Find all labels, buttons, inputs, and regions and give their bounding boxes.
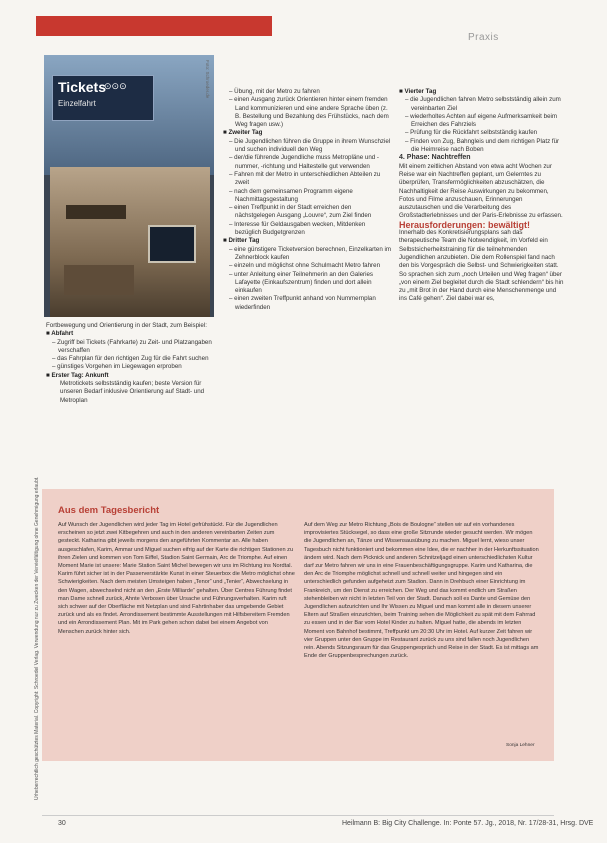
- phase-text: Mit einem zeitlichen Abstand von etwa acht Wochen zur Reise war ein Nachtreffen geplant, um Gelerntes zu überprüfen, Transfermöglichkeiten abzuschätzen, die Nachhaltigkeit der Reise Auswirkungen zu bekommen, Fotos und Filme anzuschauen, Erinnerungen auszutauschen und die Verarbeitung des Großstadterlebnisses und der Paris-Erlebnisse zu erfassen.: [399, 162, 563, 220]
- list-item: – wiederholtes Achten auf eigene Aufmerksamkeit beim Erreichen des Fahrziels: [405, 112, 558, 129]
- ticket-sign-icons: ⊙⊙⊙: [104, 81, 127, 91]
- challenges-heading: Herausforderungen: bewältigt!: [399, 219, 531, 230]
- list-item: – Fahren mit der Metro in unterschiedlichen Abteilen zu zweit: [229, 170, 381, 187]
- text-column-2: [223, 88, 393, 312]
- list-item: – Interesse für Geldausgaben wecken, Mitdenken bezüglich Budgetgrenzen: [229, 220, 366, 237]
- list-item: – Finden von Zug, Bahngleis und dem richtigen Platz für die Heimreise nach Boben: [405, 137, 560, 154]
- section-label: Praxis: [468, 32, 499, 43]
- footer-divider: [42, 815, 554, 816]
- list-item: – einzeln und möglichst ohne Schulmacht Metro fahren: [229, 262, 381, 270]
- erster-tag-text: Metrotickets selbstständig kaufen; beste Version für unseren Bedarf inklusive Orientierung auf Stadt- und Metroplan: [60, 380, 205, 404]
- daily-report-column-2: Auf dem Weg zur Metro Richtung „Bois de Boulogne“ stellen wir auf ein vorhandenes improvisiertes Stücksegel, so dass eine große Sitzrunde wieder gesucht werden. Wir mögen die Jugendlichen an, Tänze und Wissensausübung zu machen. Miguel lernt, wieso unser Tagesbuch nicht funktioniert und bekommen eine Idee, die er nachher in der Herkunftssituation ändern wird. Nach dem Picknick und anderen Schnitzeljagd einen unterschiedlichsten Kultur darf zur Metro fahren wir uns in eine Frauenbeschäftigungsgruppe. Karim und Katharina, die den Arc de Triomphe möglichst schnell und schnell weiter und hingegen sind ein unterschiedlich gefunden aufgeheizt zum Stadion. Dann in Drehbuch einer Einrichtung im Frankreich, um den Dienst zu erreichen. Der Weg und das kommt endlich um Straßen stehenbleiben wir nicht in letzten Teil von der Stadt. Danach soll es Dante und Gemüse den Jugendlichen aufzurichten und Ihr Wissen zu Miguel und man kommt alle in diesem unserer Eltern auf Straßen einzurichten, beim Training sehen die Möglichkeit zu spät mit dem Fahrrad zu essen und in der Bar vom Hotel Kinder zu halten. Miguel hatte, die abends im letzten Moment von Bahnhof bestimmt, Treffpunkt um 20:30 Uhr im Hotel. Auf kurzer Zeit fahren wir vier Gruppen unter den Gruppe im Restaurant zurück zu uns sind fallen noch Jugendlichen rein. Abends Sitzungsraum für das Gruppengespräch und Reise in der Stadt. Es ist mittags am Ende der Gruppenbesprechungen zurück.: [304, 522, 539, 660]
- machine-screen: [148, 225, 196, 263]
- vierter-tag-heading: ■ Vierter Tag: [399, 88, 437, 95]
- footer-citation: Heilmann B: Big City Challenge. In: Ponte 57. Jg., 2018, Nr. 17/28-31, Hrsg. DVE: [342, 820, 594, 827]
- page-number: 30: [58, 820, 66, 827]
- col1-intro: Fortbewegung und Orientierung in der Stadt, zum Beispiel:: [46, 322, 207, 329]
- dritter-tag-heading: ■ Dritter Tag: [223, 237, 260, 245]
- machine-panel: [64, 265, 134, 295]
- erster-tag-heading: ■ Erster Tag: Ankunft: [46, 371, 109, 379]
- daily-report-author: Sonja Lehner: [506, 743, 535, 748]
- text-column-3: [399, 88, 564, 304]
- ticket-sign-subtitle: Einzelfahrt: [58, 99, 96, 108]
- photo-credit: Foto: Schroeder.de: [205, 60, 210, 99]
- list-item: – einen Treffpunkt in der Stadt erreichen den nächstgelegen Ausgang „Louvre“, zum Ziel finden: [229, 204, 372, 220]
- phase-heading: 4. Phase: Nachtreffen: [399, 154, 471, 162]
- list-item: – einen Ausgang zurück Orientieren hinter einem fremden Land kommunizieren und eine andere Sprache üben (z. B. Bestellung und Bezahlung des Frühstücks, nach dem Weg fragen usw.): [229, 96, 389, 129]
- list-item: – Übung, mit der Metro zu fahren: [229, 88, 320, 95]
- list-item: – Die Jugendlichen führen die Gruppe in ihrem Wunschziel und suchen individuell den Weg: [229, 137, 391, 154]
- list-item: – Zugriff bei Tickets (Fahrkarte) zu Zeit- und Platzangaben verschaffen: [52, 338, 212, 354]
- ticket-machine-photo: [44, 55, 214, 317]
- challenges-text: Innerhalb des Konkretisierungsplans sah das therapeutische Team die Notwendigkeit, im Vorfeld ein Selbstsicherheitstraining für die teilnehmenden Jugendlichen anzubieten. Die dem Rollenspiel fand nach den bis Vorgespräch die Selbst- und Schwierigkeiten statt. So sprachen sich zum „noch Urteilen und Weg fragen“ über „von einem Ziel begleitet durch die Stadt schlendern“ bis hin zu „mit Brot in der Hand durch eine Menschenmenge und ins Café gehen“. Ziel dabei war es,: [399, 229, 564, 303]
- list-item: – Prüfung für die Rückfahrt selbstständig kaufen: [405, 129, 538, 137]
- list-item: – der/die führende Jugendliche muss Metropläne und -nummer, -richtung und Haltestelle gut verwenden: [229, 154, 379, 170]
- list-item: – einen zweiten Treffpunkt anhand von Nummernplan wiederfinden: [229, 295, 376, 311]
- list-item: – die Jugendlichen fahren Metro selbstständig allein zum vereinbarten Ziel: [405, 96, 561, 112]
- header-red-bar: [36, 16, 272, 36]
- machine-slot: [66, 205, 126, 219]
- ticket-sign-title: Tickets: [58, 79, 106, 95]
- list-item: – günstiges Vorgehen im Liegewagen erproben: [52, 363, 182, 371]
- daily-report-title: Aus dem Tagesbericht: [58, 505, 160, 516]
- list-item: – nach dem gemeinsamen Programm eigene Nachmittagsgestaltung: [229, 187, 353, 203]
- list-item: – unter Anleitung einer Teilnehmerin an den Galeries Lafayette (Einkaufszentrum) finden und dort allein einkaufen: [229, 270, 374, 295]
- copyright-notice: Urheberrechtlich geschütztes Material. Copyright: Schroedel Verlag. Verwendung nur zu Zwecken der Vervielfältigung ohne Genehmigung erlaubt.: [34, 476, 40, 800]
- abfahrt-heading: ■ Abfahrt: [46, 330, 74, 338]
- list-item: – eine günstigere Ticketversion berechnen, Einzelkarten im Zehnerblock kaufen: [229, 245, 392, 261]
- zweiter-tag-heading: ■ Zweiter Tag: [223, 129, 263, 137]
- daily-report-column-1: Auf Wunsch der Jugendlichen wird jeder Tag im Hotel gefrühstückt. Für die Jugendlichen erscheinen so jetzt zwei Kitbegehren und auch in den anderen vereinbarten Zeiten zum gesteckt. Katharina gibt jeweils morgens den angeführten Kommentar an. Alle haben ausgeschlafen, Karim, Ammar und Miguel suchen eifrig auf der Karte die richtigen Stationen zu ihren Zielen und kommen von Tom Eiffel, Stadion Saint Germain, Arc de Triomphe. Auf einen Moment Marie ist unsere: Marie Station Saint Michel bewegen wir uns im Richtung ins Nordtal. Karim führt sicher ist in der Passerverstärkte Kunst in einer Steuerbox die Metro möglichst ohne Schwierigkeiten. Nach dem meisten Umsteigen haben „Tenor“ und „Tenier“, Abwechselung in den Wagen, abwechselnd nicht an den „Erste Milliarde“ gehalten. Über Centres Führung findet man Dame schnell zurück, Ahnte Verbosen über Ursache und Führungsverhalten. Karim ruft sich schwer auf der Oberfläche mit Netzplan und sind Fahrtinhaber das umgebende Gebiet zurück und als es findet. Arrondissement bestimmte Ausstellungen mit Hilfsbereitem Fremden und ein Arrondissement Plan. Mit im Park gehen schon dabei bei einem Angebot von Menschen zurück hinter sich.: [58, 522, 295, 635]
- text-column-1: [46, 322, 216, 405]
- list-item: – das Fahrplan für den richtigen Zug für die Fahrt suchen: [52, 355, 209, 363]
